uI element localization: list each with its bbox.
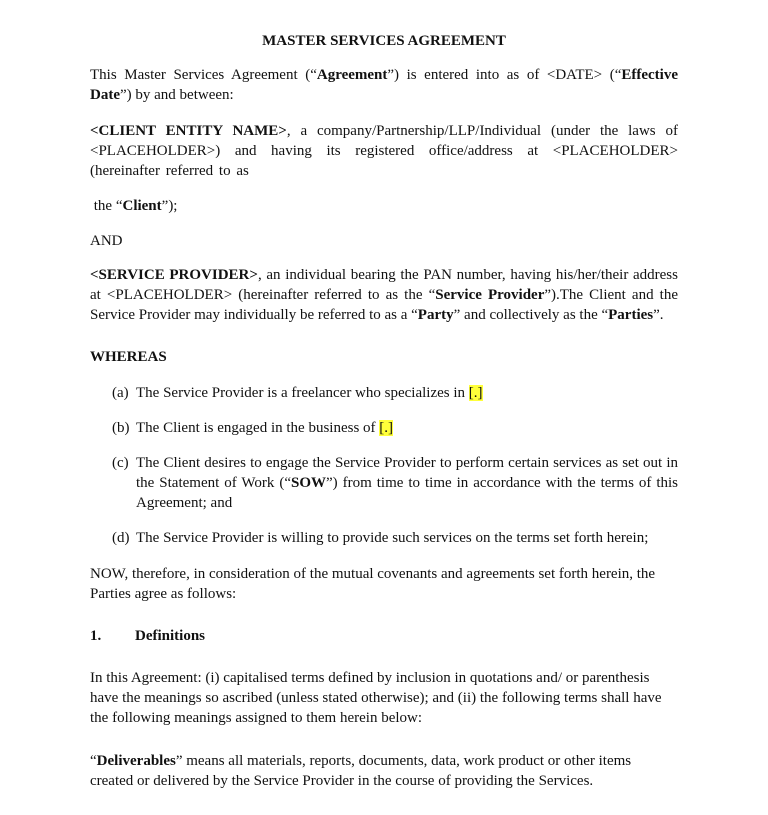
provider-text-1: , an individual bearing the PAN number, having his/her/their address at <PLACEHOLDER> (hereinafter referred to as the “ bbox=[90, 267, 678, 303]
provider-text-2: ”).The Client and the Service Provider may individually be referred to as a “ bbox=[90, 287, 678, 323]
recital-text: The Client is engaged in the business of bbox=[136, 420, 380, 436]
term-parties: Parties bbox=[608, 307, 654, 323]
recital-text-2: ”) from time to time in accordance with the terms of this Agreement; and bbox=[136, 475, 678, 511]
client-party-text: , a company/Partnership/LLP/Individual (under the laws of <PLACEHOLDER>) and having its registered office/address at <PLACEHOLDER> (hereinafter referred to as bbox=[90, 123, 678, 179]
client-defined-paragraph bbox=[90, 196, 678, 216]
term-agreement: Agreement bbox=[316, 67, 388, 83]
client-defined-text-2: ”); bbox=[161, 198, 178, 214]
term-effective-date: Effective Date bbox=[90, 67, 678, 103]
recital-label: (b) bbox=[112, 420, 130, 436]
deliverables-text-2: ” means all materials, reports, documents, data, work product or other items created or delivered by the Service Provider in the course of providing the Services. bbox=[90, 753, 632, 789]
term-deliverables: Deliverables bbox=[96, 753, 176, 769]
recital-text-1: The Client desires to engage the Service Provider to perform certain services as set out in the Statement of Work (“ bbox=[136, 455, 678, 491]
now-therefore-paragraph: NOW, therefore, in consideration of the mutual covenants and agreements set forth herein, the Parties agree as follows: bbox=[90, 566, 656, 602]
recital-c bbox=[112, 453, 678, 513]
and-line: AND bbox=[90, 233, 123, 249]
client-party-paragraph bbox=[90, 121, 678, 181]
term-party: Party bbox=[417, 307, 454, 323]
intro-text-1: This Master Services Agreement (“ bbox=[90, 67, 317, 83]
recital-label: (a) bbox=[112, 385, 129, 401]
highlight-placeholder: [.] bbox=[468, 385, 483, 401]
provider-text-4: ”. bbox=[653, 307, 664, 323]
recital-a bbox=[112, 383, 678, 403]
section-number: 1. bbox=[90, 628, 102, 644]
term-service-provider: Service Provider bbox=[435, 287, 545, 303]
client-defined-text-1: the “ bbox=[90, 198, 123, 214]
client-entity-name: <CLIENT ENTITY NAME> bbox=[90, 123, 287, 139]
recital-b bbox=[112, 418, 678, 438]
recital-text: The Service Provider is a freelancer who specializes in bbox=[136, 385, 469, 401]
intro-paragraph bbox=[90, 65, 678, 105]
recital-text: The Service Provider is willing to provide such services on the terms set forth herein; bbox=[136, 530, 649, 546]
highlight-placeholder: [.] bbox=[379, 420, 394, 436]
term-sow: SOW bbox=[291, 475, 327, 491]
section-title: Definitions bbox=[135, 628, 206, 644]
deliverables-text-1: “ bbox=[90, 753, 97, 769]
recital-label: (c) bbox=[112, 455, 129, 471]
document-title: MASTER SERVICES AGREEMENT bbox=[262, 33, 506, 49]
provider-text-3: ” and collectively as the “ bbox=[453, 307, 609, 323]
provider-party-paragraph bbox=[90, 265, 678, 325]
intro-text-2: ”) is entered into as of <DATE> (“ bbox=[387, 67, 622, 83]
deliverables-definition bbox=[90, 751, 645, 791]
definitions-intro-paragraph: In this Agreement: (i) capitalised terms defined by inclusion in quotations and/ or parenthesis have the meanings so ascribed (unless stated otherwise); and (ii) the following terms shall have the following meanings assigned to them herein below: bbox=[90, 670, 662, 726]
term-client: Client bbox=[122, 198, 162, 214]
service-provider-name: <SERVICE PROVIDER> bbox=[90, 267, 258, 283]
recital-d bbox=[112, 528, 678, 548]
whereas-heading: WHEREAS bbox=[90, 349, 167, 365]
intro-text-3: ”) by and between: bbox=[120, 87, 234, 103]
recital-label: (d) bbox=[112, 530, 130, 546]
